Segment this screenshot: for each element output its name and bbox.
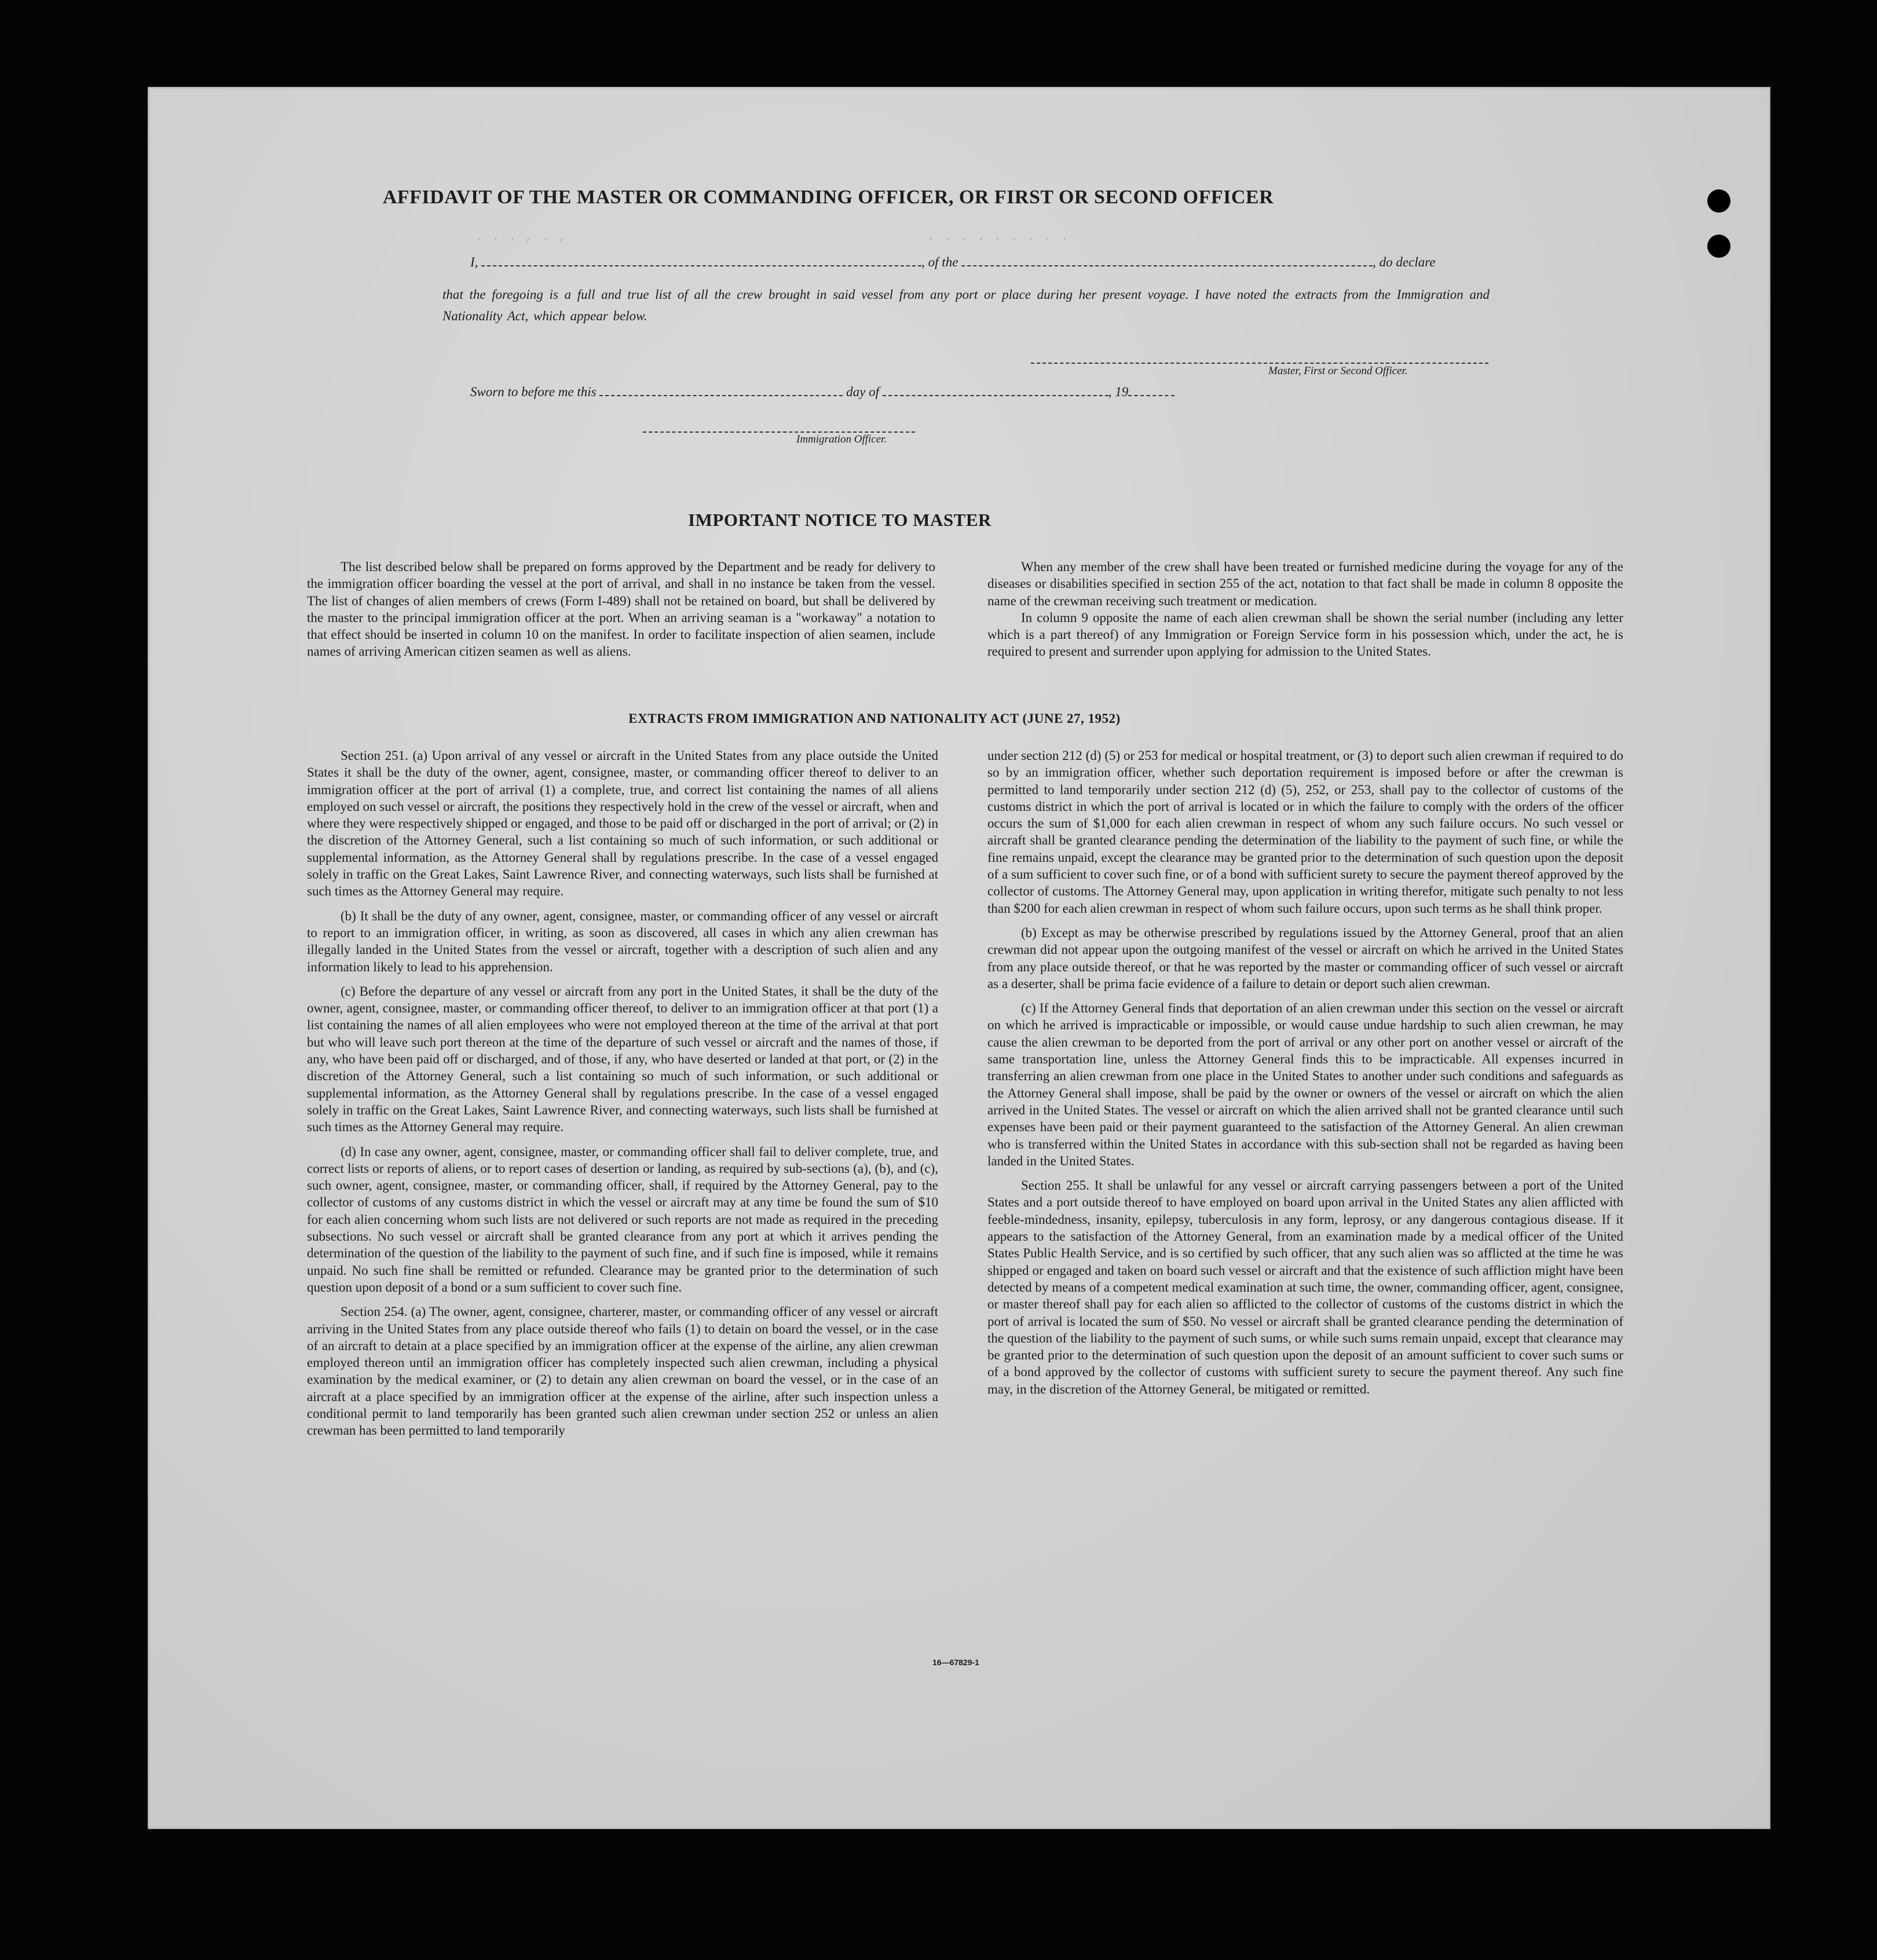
notice-right-column [987, 558, 1623, 660]
month-blank[interactable] [883, 385, 1108, 396]
signature-label: Master, First or Second Officer. [1268, 365, 1408, 377]
extract-paragraph: Section 254. (a) The owner, agent, consignee, charterer, master, or commanding officer of any vessel or aircraft arriving in the United States from any place outside thereof who fails (1) to detain on board the vessel, or in the case of an aircraft to detain at a place specified by an immigration officer at the expense of the airline, any alien crewman employed thereon until an immigration officer has completely inspected such alien crewman, including a physical examination by the medical examiner, or (2) to detain any alien crewman on board the vessel, or in the case of an aircraft at a place specified by an immigration officer at the expense of the airline, after such inspection unless a conditional permit to land temporarily has been granted such alien crewman under section 252 or unless an alien crewman has been permitted to land temporarily [307, 1304, 938, 1438]
extract-paragraph: Section 251. (a) Upon arrival of any vessel or aircraft in the United States from any place outside the United States it shall be the duty of the owner, agent, consignee, master, or commanding officer thereof to deliver to an immigration officer at the port of arrival (1) a complete, true, and correct list containing the names of all aliens employed on such vessel or aircraft, the positions they respectively hold in the crew of the vessel or aircraft, when and where they were respectively shipped or engaged, and those to be paid off or discharged in the port of arrival; or (2) in the discretion of the Attorney General, such a list containing so much of such information, or such additional or supplemental information, as the Attorney General shall by regulations prescribe. In the case of a vessel engaged solely in traffic on the Great Lakes, Saint Lawrence River, and connecting waterways, such lists shall be furnished at such times as the Attorney General may require. [307, 748, 938, 899]
signature-line[interactable] [1031, 363, 1488, 364]
of-the-label: , of the [921, 255, 958, 269]
sworn-line [470, 385, 1175, 400]
i-label: I, [470, 255, 478, 269]
day-of-label: day of [846, 385, 879, 399]
notice-paragraph: In column 9 opposite the name of each alien crewman shall be shown the serial number (including any letter which is a part thereof) of any Immigration or Foreign Service form in his possession which, under the act, he is required to present and surrender upon applying for admission to the United States. [987, 610, 1623, 659]
day-blank[interactable] [599, 385, 843, 396]
extract-paragraph: Section 255. It shall be unlawful for any vessel or aircraft carrying passengers between a port of the United States and a port outside thereof to have employed on board upon arrival in the United States any alien afflicted with feeble-mindedness, insanity, epilepsy, tuberculosis in any form, leprosy, or any dangerous contagious disease. If it appears to the satisfaction of the Attorney General, from an examination made by a medical officer of the United States Public Health Service, and is so certified by such officer, that any such alien was so afflicted at the time he was shipped or engaged and taken on board such vessel or aircraft and that the existence of such affliction might have been detected by means of a competent medical examination at such time, the owner, commanding officer, agent, consignee, or master thereof shall pay for each alien so afflicted to the collector of customs of the customs district in which the port of arrival is located the sum of $50. No vessel or aircraft shall be granted clearance pending the determination of the question of the liability to the payment of such sums, or while such sums remain unpaid, except that clearance may be granted prior to the determination of such question upon the deposit of an amount sufficient to cover such sums or of a bond approved by the collector of customs with sufficient surety to secure the payment thereof. Any such fine may, in the discretion of the Attorney General, be mitigated or remitted. [987, 1178, 1623, 1396]
do-declare-label: , do declare [1373, 255, 1436, 269]
notice-title: IMPORTANT NOTICE TO MASTER [688, 510, 991, 530]
immigration-officer-label: Immigration Officer. [796, 433, 887, 445]
affidavit-declaration-line [470, 255, 1490, 270]
year-label: , 19 [1108, 385, 1129, 399]
sworn-label: Sworn to before me this [470, 385, 597, 399]
immigration-officer-signature-line[interactable] [643, 432, 915, 433]
affidavit-title: AFFIDAVIT OF THE MASTER OR COMMANDING OFFICER, OR FIRST OR SECOND OFFICER [382, 187, 1274, 208]
year-blank[interactable] [1128, 385, 1175, 396]
form-number: 16—67829-1 [932, 1658, 979, 1667]
extract-paragraph: under section 212 (d) (5) or 253 for medical or hospital treatment, or (3) to deport such alien crewman if required to do so by an immigration officer, whether such deportation requirement is imposed before or after the crewman is permitted to land temporarily under section 212 (d) (5), 252, or 253, shall pay to the collector of customs of the customs district in which the port of arrival is located or in which the failure to comply with the orders of the officer occurs the sum of $1,000 for each alien crewman in respect of whom any such failure occurs. No such vessel or aircraft shall be granted clearance pending the determination of the liability to the payment of such fine, or while the fine remains unpaid, except the clearance may be granted prior to the determination of such question upon the deposit of a sum sufficient to cover such fine, or of a bond with sufficient surety to secure the payment thereof approved by the collector of customs. The Attorney General may, upon application in writing therefor, mitigate such penalty to not less than $200 for each alien crewman in respect of whom such failure occurs, upon such terms as he shall think proper. [987, 748, 1623, 916]
extract-paragraph: (b) Except as may be otherwise prescribed by regulations issued by the Attorney General, proof that an alien crewman did not appear upon the outgoing manifest of the vessel or aircraft on which he arrived in the United States from any place outside thereof, or that he was reported by the master or commanding officer of such vessel or aircraft as a deserter, shall be prima facie evidence of a failure to detain or deport such alien crewman. [987, 925, 1623, 991]
extract-paragraph: (d) In case any owner, agent, consignee, master, or commanding officer shall fail to deliver complete, true, and correct lists or reports of aliens, or to report cases of desertion or landing, as required by sub-sections (a), (b), and (c), such owner, agent, consignee, master, or commanding officer, shall, if required by the Attorney General, pay to the collector of customs of any customs district in which the vessel or aircraft may at any time be found the sum of $10 for each alien concerning whom such lists are not delivered or such reports are not made as required in the preceding subsections. No such vessel or aircraft shall be granted clearance from any port at which it arrives pending the determination of the question of the liability to the payment of such fine, and if such fine is imposed, while it remains unpaid. No such fine shall be remitted or refunded. Clearance may be granted prior to the determination of such question upon deposit of a bond or a sum sufficient to cover such fine. [307, 1144, 938, 1295]
punch-hole [1707, 189, 1730, 213]
extracts-left-column [307, 747, 938, 1447]
notice-left-column [307, 558, 935, 660]
notice-paragraph: When any member of the crew shall have been treated or furnished medicine during the voyage for any of the diseases or disabilities specified in section 255 of the act, notation to that fact shall be made in column 8 opposite the name of the crewman receiving such treatment or medication. [987, 560, 1623, 608]
punch-hole [1707, 235, 1730, 258]
extract-paragraph: (b) It shall be the duty of any owner, agent, consignee, master, or commanding officer of any vessel or aircraft to report to an immigration officer, in writing, as soon as discovered, all cases in which any alien crewman has illegally landed in the United States from the vessel or aircraft, together with a description of such alien and any information likely to lead to his apprehension. [307, 908, 938, 974]
notice-paragraph: The list described below shall be prepared on forms approved by the Department and be ready for delivery to the immigration officer boarding the vessel at the port of arrival, and shall in no instance be taken from the vessel. The list of changes of alien members of crews (Form I-489) shall not be retained on board, but shall be delivered by the master to the principal immigration officer at the port. When an arriving seaman is a "workaway" a notation to that effect should be inserted in column 10 on the manifest. In order to facilitate inspection of alien seamen, include names of arriving American citizen seamen as well as aliens. [307, 560, 935, 659]
extracts-right-column [987, 747, 1623, 1405]
extract-paragraph: (c) Before the departure of any vessel or aircraft from any port in the United States, it shall be the duty of the owner, agent, consignee, master, or commanding officer thereof, to deliver to an immigration officer at that port (1) a list containing the names of all alien employees who were not employed thereon at the time of the arrival at that port but who will leave such port thereon at the time of the departure of such vessel or aircraft and the names of those, if any, who have been paid off or discharged, and of those, if any, who have deserted or landed at that port, or (2) in the discretion of the Attorney General, such a list containing so much of such information, or such additional or supplemental information, as the Attorney General shall by regulations prescribe. In the case of a vessel engaged solely in traffic on the Great Lakes, Saint Lawrence River, and connecting waterways, such lists shall be furnished at such times as the Attorney General may require. [307, 983, 938, 1135]
name-blank[interactable] [481, 255, 921, 266]
affidavit-declaration-text: that the foregoing is a full and true list of all the crew brought in said vessel from any port or place during her present voyage. I have noted the extracts from the Immigration and Nationality Act, which appear below. [442, 287, 1490, 323]
extracts-title: EXTRACTS FROM IMMIGRATION AND NATIONALITY ACT (JUNE 27, 1952) [628, 711, 1121, 726]
extract-paragraph: (c) If the Attorney General finds that deportation of an alien crewman under this section on the vessel or aircraft on which he arrived is impracticable or impossible, or would cause undue hardship to such alien crewman, he may cause the alien crewman to be deported from the port of arrival or any other port on another vessel or aircraft of the same transportation line, unless the Attorney General finds this to be impracticable. All expenses incurred in transferring an alien crewman from one place in the United States to another under such conditions and safeguards as the Attorney General shall impose, shall be paid by the owner or owners of the vessel or aircraft on which the alien arrived in the United States. The vessel or aircraft on which the alien arrived shall not be granted clearance until such expenses have been paid or their payment guaranteed to the satisfaction of the Attorney General. An alien crewman who is transferred within the United States in accordance with this sub-section shall not be regarded as having been landed in the United States. [987, 1001, 1623, 1168]
vessel-blank[interactable] [961, 255, 1373, 266]
